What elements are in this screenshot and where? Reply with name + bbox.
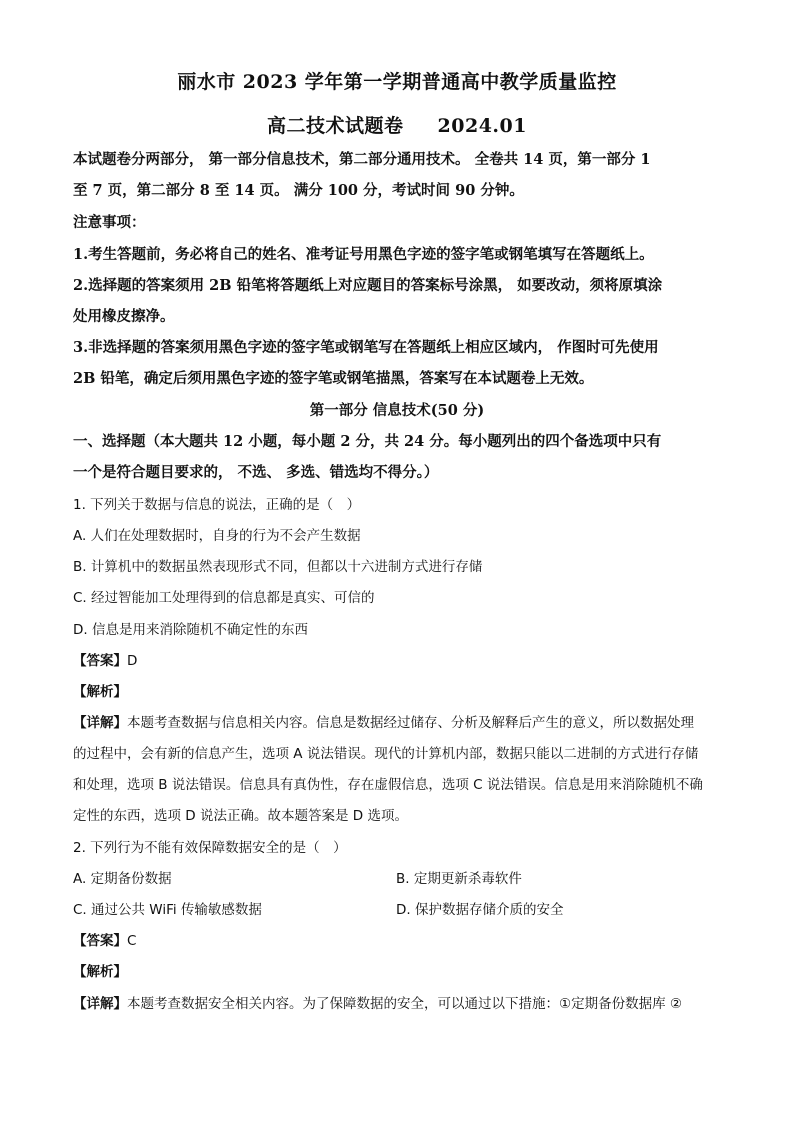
q2-option-d: D. 保护数据存储介质的安全 — [396, 902, 564, 918]
note-2b: 处用橡皮擦净。 — [73, 308, 175, 325]
q2-option-a: A. 定期备份数据 — [73, 871, 172, 887]
note-3b: 2B 铅笔，确定后须用黑色字迹的签字笔或钢笔描黑，答案写在本试题卷上无效。 — [73, 370, 594, 387]
q1-detail-3: 和处理，选项 B 说法错误。信息具有真伪性，存在虚假信息，选项 C 说法错误。信息是用来消除随机不确 — [73, 777, 703, 793]
q1-option-a: A. 人们在处理数据时，自身的行为不会产生数据 — [73, 528, 361, 544]
detail-label: 【详解】 — [73, 715, 127, 731]
q2-stem: 2. 下列行为不能有效保障数据安全的是（ ） — [73, 840, 347, 856]
q1-detail-4: 定性的东西，选项 D 说法正确。故本题答案是 D 选项。 — [73, 808, 408, 824]
q1-answer — [73, 651, 723, 671]
detail-text: 本题考查数据安全相关内容。为了保障数据的安全，可以通过以下措施：①定期备份数据库 ② — [127, 996, 682, 1012]
answer-label: 【答案】 — [73, 933, 127, 949]
note-2a: 2.选择题的答案须用 2B 铅笔将答题纸上对应题目的答案标号涂黑， 如要改动，须将原填涂 — [73, 277, 663, 294]
q2-option-b: B. 定期更新杀毒软件 — [396, 871, 522, 887]
q1-option-d: D. 信息是用来消除随机不确定性的东西 — [73, 622, 308, 638]
exam-subtitle — [0, 114, 794, 138]
q1-analysis-label: 【解析】 — [73, 684, 127, 700]
answer-label: 【答案】 — [73, 653, 127, 669]
intro-line-1: 本试题卷分两部分， 第一部分信息技术，第二部分通用技术。 全卷共 14 页，第一部分 1 — [73, 151, 651, 168]
subtitle-text: 高二技术试题卷 — [267, 115, 404, 137]
q1-stem: 1. 下列关于数据与信息的说法，正确的是（ ） — [73, 497, 361, 513]
exam-title: 丽水市 2023 学年第一学期普通高中教学质量监控 — [177, 71, 617, 93]
answer-value: C — [127, 933, 137, 949]
part1-heading: 第一部分 信息技术(50 分) — [309, 402, 485, 419]
q1-option-b: B. 计算机中的数据虽然表现形式不同，但都以十六进制方式进行存储 — [73, 559, 483, 575]
section-heading-a: 一、选择题（本大题共 12 小题，每小题 2 分，共 24 分。每小题列出的四个备选项中只有 — [73, 433, 662, 450]
note-3a: 3.非选择题的答案须用黑色字迹的签字笔或钢笔写在答题纸上相应区域内， 作图时可先使用 — [73, 339, 659, 356]
exam-date: 2024.01 — [437, 115, 527, 137]
q1-detail-2: 的过程中，会有新的信息产生，选项 A 说法错误。现代的计算机内部，数据只能以二进制的方式进行存储 — [73, 746, 699, 762]
note-1: 1.考生答题前，务必将自己的姓名、准考证号用黑色字迹的签字笔或钢笔填写在答题纸上。 — [73, 246, 654, 263]
intro-line-2: 至 7 页，第二部分 8 至 14 页。 满分 100 分，考试时间 90 分钟。 — [73, 182, 524, 199]
q1-detail-1 — [73, 713, 723, 733]
section-heading-b: 一个是符合题目要求的， 不选、 多选、错选均不得分。） — [73, 464, 439, 481]
q2-detail-1 — [73, 994, 723, 1014]
notes-heading: 注意事项： — [73, 214, 146, 231]
q2-analysis-label: 【解析】 — [73, 964, 127, 980]
q2-option-c: C. 通过公共 WiFi 传输敏感数据 — [73, 902, 262, 918]
q2-answer — [73, 931, 723, 951]
q1-option-c: C. 经过智能加工处理得到的信息都是真实、可信的 — [73, 590, 375, 606]
answer-value: D — [127, 653, 138, 669]
detail-text: 本题考查数据与信息相关内容。信息是数据经过储存、分析及解释后产生的意义，所以数据处理 — [127, 715, 694, 731]
detail-label: 【详解】 — [73, 996, 127, 1012]
